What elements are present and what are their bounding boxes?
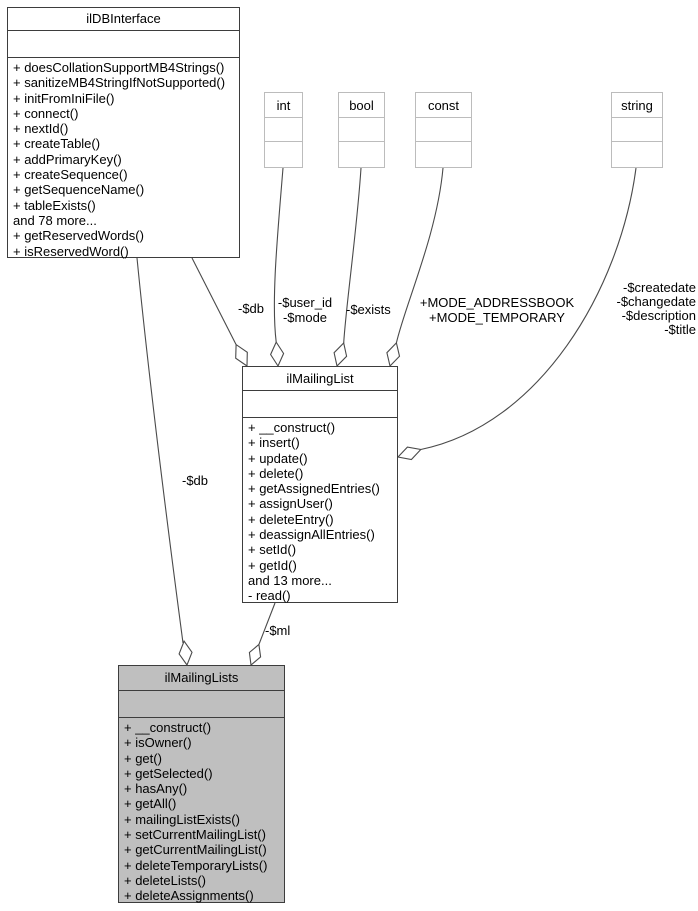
member-line: + getCurrentMailingList() (124, 842, 267, 858)
member-line: + tableExists() (13, 197, 96, 213)
class-box-ilmailinglists[interactable] (118, 665, 285, 903)
edge-dbinterface-to-mailinglists (137, 258, 183, 643)
methods-section-ilmailinglists (119, 718, 284, 904)
member-line: + getReservedWords() (13, 228, 144, 244)
aggregation-diamond-icon (334, 343, 347, 366)
type-title-int: int (265, 93, 302, 118)
member-line: + mailingListExists() (124, 811, 240, 827)
type-box-bool[interactable] (338, 92, 385, 168)
member-line: + get() (124, 750, 162, 766)
member-line: + getSelected() (124, 765, 213, 781)
type-box-const[interactable] (415, 92, 472, 168)
member-line: + sanitizeMB4StringIfNotSupported() (13, 75, 226, 91)
aggregation-diamond-icon (271, 342, 284, 366)
member-line: + getAll() (124, 796, 177, 812)
type-empty-section (339, 142, 384, 165)
aggregation-diamond-icon (179, 641, 192, 665)
member-line: + isOwner() (124, 735, 192, 751)
edge-label-mode-addressbook: +MODE_ADDRESSBOOK (419, 295, 575, 310)
member-line: + setCurrentMailingList() (124, 827, 266, 843)
member-line: + __construct() (248, 420, 336, 435)
member-line: + isReservedWord() (13, 243, 129, 259)
member-line: + getId() (248, 557, 297, 573)
member-line: + insert() (248, 435, 300, 451)
member-line: + deleteEntry() (248, 511, 334, 527)
class-box-ildbinterface[interactable] (7, 7, 240, 258)
edge-label-string-attrs (560, 281, 696, 337)
member-line: + addPrimaryKey() (13, 151, 122, 167)
member-line: + deassignAllEntries() (248, 527, 375, 543)
type-empty-section (612, 142, 662, 165)
edge-label-mode-temporary: +MODE_TEMPORARY (429, 310, 565, 325)
edge-label-mode: -$mode (282, 310, 328, 325)
member-line: + doesCollationSupportMB4Strings() (13, 60, 225, 75)
type-empty-section (416, 118, 471, 142)
aggregation-diamond-icon (387, 343, 400, 366)
member-line: + delete() (248, 465, 304, 481)
type-empty-section (416, 142, 471, 165)
member-line: + nextId() (13, 121, 69, 137)
member-line: - read() (248, 588, 291, 604)
type-empty-section (339, 118, 384, 142)
class-title-ilmailinglists: ilMailingLists (119, 666, 284, 691)
edge-label-changedate: -$changedate (616, 294, 696, 309)
member-line: + deleteTemporaryLists() (124, 857, 268, 873)
aggregation-diamond-icon (236, 345, 248, 366)
type-empty-section (265, 142, 302, 165)
member-line: + __construct() (124, 720, 212, 735)
methods-section-ilmailinglist (243, 418, 397, 604)
member-line: and 13 more... (248, 572, 332, 588)
type-empty-section (612, 118, 662, 142)
edge-label-user-id: -$user_id (277, 295, 333, 310)
attributes-section-ilmailinglist (243, 391, 397, 418)
member-line: + createTable() (13, 136, 101, 152)
type-title-const: const (416, 93, 471, 118)
class-title-ildbinterface: ilDBInterface (8, 8, 239, 31)
attributes-section-ilmailinglists (119, 691, 284, 718)
member-line: + deleteAssignments() (124, 888, 254, 904)
member-line: + setId() (248, 542, 297, 558)
member-line: + hasAny() (124, 781, 188, 797)
type-title-string: string (612, 93, 662, 118)
aggregation-diamond-icon (249, 645, 260, 666)
class-box-ilmailinglist[interactable] (242, 366, 398, 603)
type-box-string[interactable] (611, 92, 663, 168)
member-line: + getAssignedEntries() (248, 481, 380, 497)
attributes-section-ildbinterface (8, 31, 239, 58)
member-line: + createSequence() (13, 167, 128, 183)
methods-section-ildbinterface (8, 58, 239, 259)
aggregation-diamond-icon (398, 447, 421, 459)
member-line: + connect() (13, 105, 79, 121)
edge-label-ml: -$ml (265, 623, 291, 638)
edge-label-createdate: -$createdate (623, 280, 696, 295)
edge-label-userid-mode (274, 295, 336, 325)
edge-label-db-to-mailinglist: -$db (238, 301, 265, 316)
member-line: + assignUser() (248, 496, 333, 512)
member-line: + deleteLists() (124, 872, 207, 888)
type-title-bool: bool (339, 93, 384, 118)
edge-label-exists: -$exists (346, 302, 391, 317)
class-title-ilmailinglist: ilMailingList (243, 367, 397, 391)
edge-dbinterface-to-mailinglist (192, 258, 236, 345)
edge-label-db-to-mailinglists: -$db (182, 473, 209, 488)
type-empty-section (265, 118, 302, 142)
member-line: + getSequenceName() (13, 182, 145, 198)
type-box-int[interactable] (264, 92, 303, 168)
edge-label-description: -$description (621, 308, 696, 323)
member-line: + initFromIniFile() (13, 90, 115, 106)
member-line: + update() (248, 450, 308, 466)
edge-label-title: -$title (664, 322, 696, 337)
edge-label-mode-constants (414, 295, 580, 325)
member-line: and 78 more... (13, 212, 97, 228)
